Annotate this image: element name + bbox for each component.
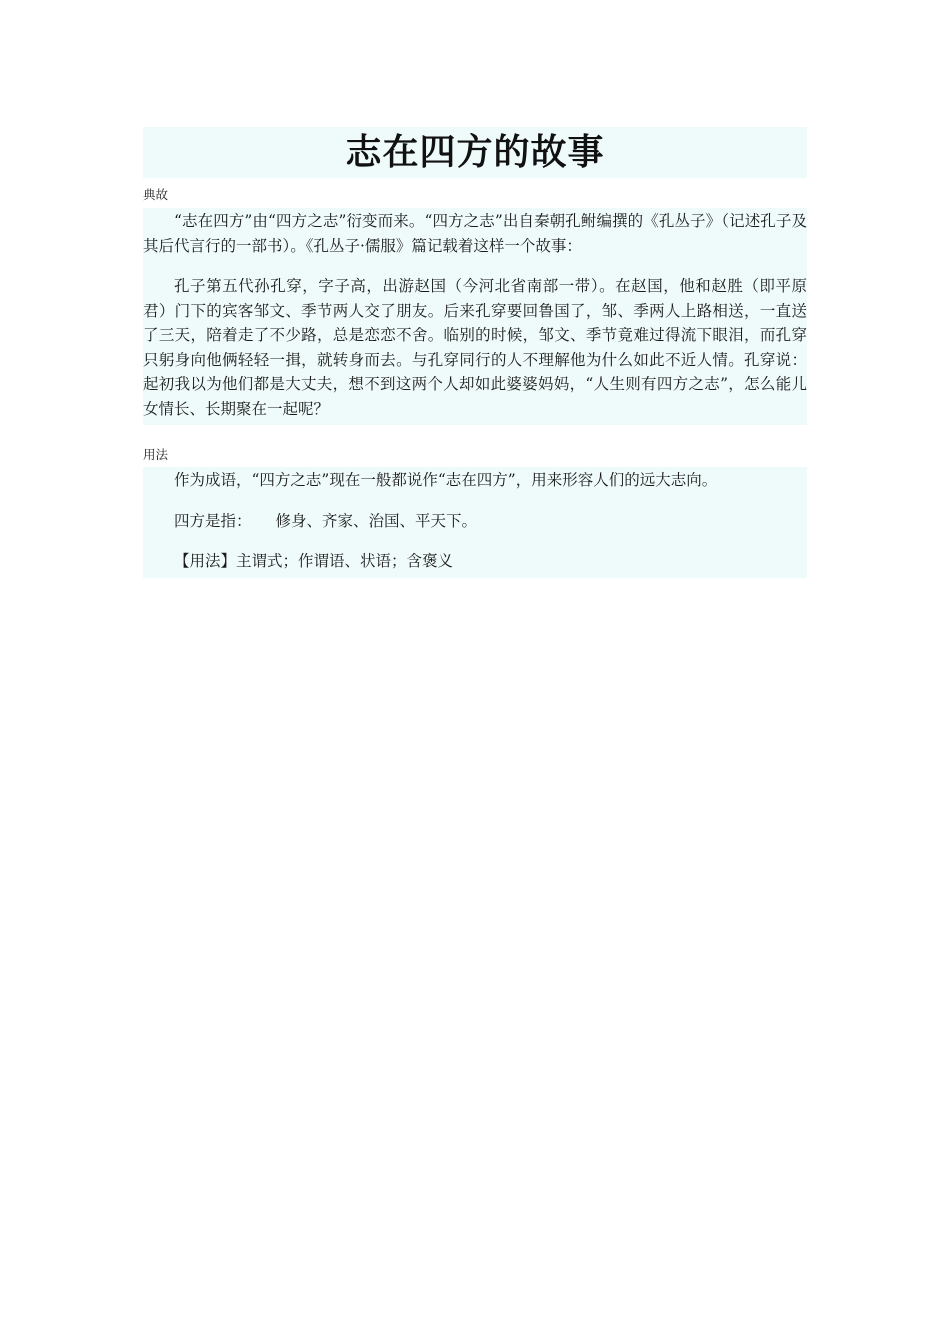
usage-paragraph-directions	[143, 509, 807, 534]
directions-label: 四方是指：	[174, 511, 252, 530]
usage-paragraph-idiom: 作为成语，“四方之志”现在一般都说作“志在四方”，用来形容人们的远大志向。	[174, 471, 718, 489]
title-band	[143, 127, 807, 178]
section-label-usage: 用法	[143, 447, 169, 462]
page-title: 志在四方的故事	[345, 131, 605, 173]
usage-section	[143, 467, 807, 578]
allusion-paragraph-origin: “志在四方”由“四方之志”衍变而来。“四方之志”出自秦朝孔鲋编撰的《孔丛子》（记述孔子及其后代言行的一部书）。《孔丛子·儒服》篇记载着这样一个故事：	[143, 212, 807, 255]
document-page	[143, 127, 807, 578]
directions-value: 修身、齐家、治国、平天下。	[275, 511, 478, 530]
allusion-paragraph-story: 孔子第五代孙孔穿，字子高，出游赵国（今河北省南部一带）。在赵国，他和赵胜（即平原君）门下的宾客邹文、季节两人交了朋友。后来孔穿要回鲁国了，邹、季两人上路相送，一直送了三天，陪着走了不少路，总是恋恋不舍。临别的时候，邹文、季节竟难过得流下眼泪，而孔穿只躬身向他俩轻轻一揖，就转身而去。与孔穿同行的人不理解他为什么如此不近人情。孔穿说：起初我以为他们都是大丈夫，想不到这两个人却如此婆婆妈妈，“人生则有四方之志”，怎么能儿女情长、长期聚在一起呢？	[143, 277, 807, 418]
allusion-section	[143, 208, 807, 425]
section-label-allusion: 典故	[143, 187, 169, 202]
usage-paragraph-grammar: 【用法】主谓式；作谓语、状语；含褒义	[174, 552, 454, 570]
